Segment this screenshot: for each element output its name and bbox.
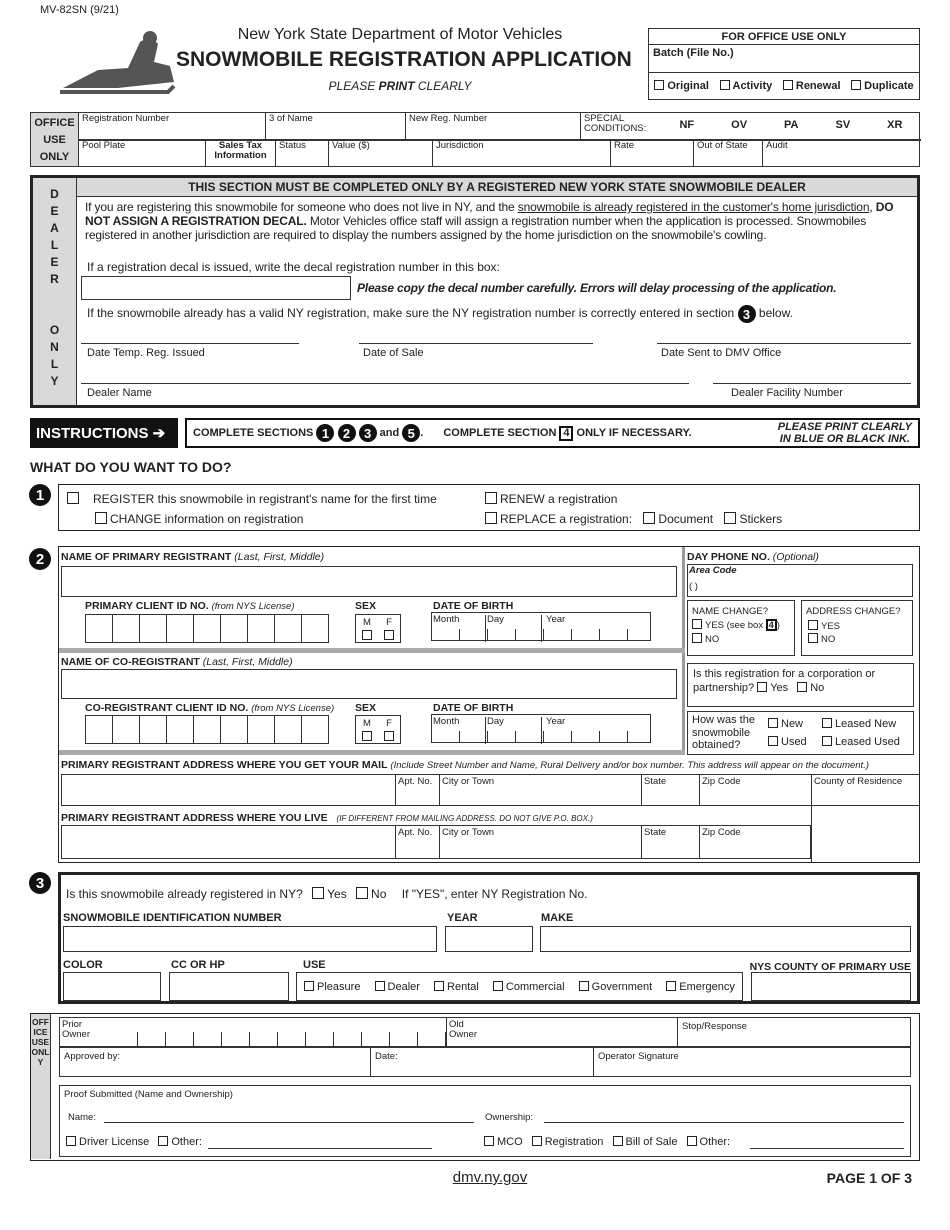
color-label: COLOR — [63, 959, 103, 971]
dealer-side-label — [33, 178, 77, 405]
registered-yes[interactable]: Yes — [312, 887, 347, 901]
day-phone-label: DAY PHONE NO. — [687, 551, 770, 563]
dealer-side-bottom: ONLY — [49, 323, 60, 388]
use-dealer[interactable]: Dealer — [375, 981, 420, 993]
decal-warning: Please copy the decal number carefully. Errors will delay processing of the application. — [357, 281, 837, 295]
office-use-table — [30, 112, 920, 167]
section-3 — [58, 872, 920, 1004]
website-link[interactable]: dmv.ny.gov — [452, 1169, 528, 1186]
date-sent-field[interactable]: Date Sent to DMV Office — [661, 347, 782, 359]
proof-name-label: Name: — [68, 1112, 96, 1123]
approved-by-field[interactable]: Approved by: — [59, 1047, 371, 1077]
form-title: SNOWMOBILE REGISTRATION APPLICATION — [176, 48, 632, 71]
use-pleasure[interactable]: Pleasure — [304, 981, 360, 993]
replace-option[interactable]: REPLACE a registration: Document Stickers — [485, 512, 782, 526]
proof-name-input[interactable] — [104, 1122, 474, 1123]
live-street-input[interactable] — [62, 826, 396, 858]
primary-sex-options — [355, 614, 401, 643]
county-primary-use-label: NYS COUNTY OF PRIMARY USE — [749, 961, 911, 973]
name-change-yes[interactable]: YES (see box 4 ) — [692, 619, 790, 633]
live-address-heading: PRIMARY REGISTRANT ADDRESS WHERE YOU LIVE (IF DIFFERENT FROM MAILING ADDRESS. DO NOT GIVE P.O. BOX.) — [61, 812, 593, 824]
office-options — [649, 73, 919, 92]
dealer-section — [30, 175, 920, 408]
dealer-side-top: DEALER — [50, 187, 59, 286]
status-field[interactable]: Status — [276, 140, 329, 166]
year-label: YEAR — [447, 912, 478, 924]
primary-name-heading: NAME OF PRIMARY REGISTRANT (Last, First, Middle) — [61, 551, 325, 563]
obtained-leased-used[interactable]: Leased Used — [822, 736, 900, 748]
dealer-name-field[interactable]: Dealer Name — [87, 387, 152, 399]
primary-client-id-input[interactable] — [85, 614, 329, 643]
office-use-side-label: OFFICE USE ONLY — [31, 113, 79, 166]
co-sex-options — [355, 715, 401, 744]
co-name-heading: NAME OF CO-REGISTRANT (Last, First, Middle) — [61, 656, 293, 668]
proof-label: Proof Submitted (Name and Ownership) — [64, 1089, 233, 1100]
county-primary-use-input[interactable] — [751, 972, 911, 1001]
section-1-badge: 1 — [29, 484, 51, 506]
date-of-sale-field[interactable]: Date of Sale — [363, 347, 424, 359]
print-suffix: CLEARLY — [414, 79, 472, 93]
batch-field[interactable] — [649, 45, 919, 73]
proof-registration[interactable]: Registration — [532, 1136, 604, 1148]
corp-yes[interactable]: Yes — [757, 682, 788, 694]
obtained-used[interactable]: Used — [768, 736, 807, 748]
mail-address-label: PRIMARY REGISTRANT ADDRESS WHERE YOU GET YOUR MAIL — [61, 759, 388, 771]
use-emergency[interactable]: Emergency — [666, 981, 735, 993]
section-2-badge: 2 — [29, 548, 51, 570]
address-change-box: ADDRESS CHANGE? YES NO — [801, 600, 913, 656]
co-id-heading: CO-REGISTRANT CLIENT ID NO. (from NYS License) — [85, 702, 335, 714]
rate-field[interactable]: Rate — [611, 140, 694, 166]
decal-prompt: If a registration decal is issued, write the decal registration number in this box: — [87, 260, 500, 274]
live-apt-input[interactable]: Apt. No. — [396, 826, 440, 858]
instructions-box: COMPLETE SECTIONS 1 2 3 and 5 . COMPLETE SECTION 4 ONLY IF NECESSARY. PLEASE PRINT CLEARLY IN BLUE OR BLACK INK. — [185, 418, 920, 448]
audit-field[interactable]: Audit — [766, 140, 788, 151]
co-sex-label: SEX — [355, 702, 377, 714]
code-nf[interactable]: NF — [679, 119, 695, 131]
corporation-box: Is this registration for a corporation or partnership? Yes No — [687, 663, 914, 707]
primary-name-input[interactable] — [61, 566, 677, 597]
what-to-do-heading: WHAT DO YOU WANT TO DO? — [30, 459, 232, 475]
proof-bill-of-sale[interactable]: Bill of Sale — [613, 1136, 678, 1148]
proof-submitted-box — [59, 1085, 911, 1157]
day-phone-input[interactable]: Area Code ( ) — [687, 564, 913, 597]
proof-other-2[interactable]: Other: — [687, 1136, 731, 1148]
use-government[interactable]: Government — [579, 981, 653, 993]
code-xr[interactable]: XR — [887, 119, 903, 131]
co-id-label: CO-REGISTRANT CLIENT ID NO. — [85, 702, 249, 714]
registered-no[interactable]: No — [356, 887, 386, 901]
pool-plate-field[interactable]: Pool Plate — [79, 140, 206, 166]
ownership-label: Ownership: — [485, 1112, 534, 1123]
make-label: MAKE — [541, 912, 574, 924]
renew-option[interactable]: RENEW a registration — [485, 492, 617, 506]
code-ov[interactable]: OV — [731, 119, 748, 131]
mail-address-row — [61, 774, 919, 806]
name-change-no[interactable]: NO — [692, 633, 790, 647]
obtained-new[interactable]: New — [768, 718, 803, 730]
obtained-leased-new[interactable]: Leased New — [822, 718, 896, 730]
co-dob-label: DATE OF BIRTH — [433, 702, 514, 714]
color-input[interactable] — [63, 972, 161, 1001]
new-reg-number-field[interactable]: New Reg. Number — [406, 113, 581, 139]
office-use-side-label: OFFICE USE ONLY — [31, 1014, 51, 1159]
live-address-label: PRIMARY REGISTRANT ADDRESS WHERE YOU LIVE — [61, 812, 328, 824]
page-number: PAGE 1 OF 3 — [826, 1170, 912, 1186]
dealer-instructions: If you are registering this snowmobile for someone who does not live in NY, and the snowmobile is already registered in the customer's home jurisdiction, DO NOT ASSIGN A REGISTRATION DECAL. Motor Vehicles office staff will assign a registration number when the application is processed. Snowmobiles registered in another jurisdiction are required to display the numbers assigned by the home jurisdiction on the snowmobile's cowling. — [85, 200, 894, 242]
section-1 — [58, 484, 920, 531]
code-pa[interactable]: PA — [784, 119, 799, 131]
mail-state-input[interactable]: State — [642, 775, 700, 806]
out-of-state-field[interactable]: Out of State — [694, 140, 763, 166]
use-commercial[interactable]: Commercial — [493, 981, 565, 993]
form-id: MV-82SN (9/21) — [40, 4, 119, 16]
mail-street-input[interactable] — [62, 775, 396, 806]
make-input[interactable] — [540, 926, 911, 952]
sin-label: SNOWMOBILE IDENTIFICATION NUMBER — [63, 912, 282, 924]
register-option[interactable]: REGISTER this snowmobile in registrant's name for the first time — [67, 492, 437, 506]
instructions-label: INSTRUCTIONS ➔ — [30, 418, 178, 448]
corp-no[interactable]: No — [797, 682, 824, 694]
stickers-option[interactable]: Stickers — [724, 512, 782, 526]
sex-label: SEX — [355, 600, 377, 612]
special-condition-codes — [661, 119, 921, 131]
print-bold: PRINT — [378, 79, 415, 93]
document-option[interactable]: Document — [643, 512, 713, 526]
dob-label: DATE OF BIRTH — [433, 600, 514, 612]
option-duplicate[interactable]: Duplicate — [851, 80, 914, 92]
prior-owner-field[interactable]: Prior Owner — [59, 1017, 447, 1047]
sales-tax-label: Sales Tax Information — [206, 140, 276, 166]
live-city-input[interactable]: City or Town — [440, 826, 642, 858]
use-rental[interactable]: Rental — [434, 981, 479, 993]
option-renewal[interactable]: Renewal — [783, 80, 841, 92]
proof-driver-license[interactable]: Driver License — [66, 1136, 149, 1148]
dealer-facility-number-field[interactable]: Dealer Facility Number — [731, 387, 843, 399]
three-of-name-field[interactable]: 3 of Name — [266, 113, 406, 139]
primary-id-label: PRIMARY CLIENT ID NO. — [85, 600, 209, 612]
office-box-title: FOR OFFICE USE ONLY — [649, 29, 919, 45]
co-client-id-input[interactable] — [85, 715, 329, 744]
mail-address-heading: PRIMARY REGISTRANT ADDRESS WHERE YOU GET YOUR MAIL (Include Street Number and Name, Rural Delivery and/or box number. This address will appear on the document.) — [61, 759, 869, 771]
decal-number-input[interactable] — [81, 276, 351, 300]
operator-signature-field[interactable]: Operator Signature — [593, 1047, 911, 1077]
name-change-box: NAME CHANGE? YES (see box 4 ) NO — [687, 600, 795, 656]
primary-id-heading: PRIMARY CLIENT ID NO. (from NYS License) — [85, 600, 295, 612]
snowmobile-logo-icon — [58, 30, 178, 98]
live-address-row — [61, 825, 811, 859]
mail-apt-input[interactable]: Apt. No. — [396, 775, 440, 806]
date-temp-reg-field[interactable]: Date Temp. Reg. Issued — [87, 347, 205, 359]
option-activity[interactable]: Activity — [720, 80, 773, 92]
cc-label: CC OR HP — [171, 959, 225, 971]
sin-input[interactable] — [63, 926, 437, 952]
use-label: USE — [303, 959, 326, 971]
agency-name: New York State Department of Motor Vehicles — [237, 26, 563, 43]
registered-in-ny-question: Is this snowmobile already registered in NY? Yes No If "YES", enter NY Registration No. — [66, 887, 588, 901]
office-use-box — [648, 28, 920, 100]
value-field[interactable]: Value ($) — [329, 140, 433, 166]
jurisdiction-field[interactable]: Jurisdiction — [433, 140, 611, 166]
address-change-no[interactable]: NO — [808, 633, 910, 646]
live-state-input[interactable]: State — [642, 826, 700, 858]
option-original[interactable]: Original — [654, 80, 709, 92]
print-prefix: PLEASE — [328, 79, 379, 93]
special-conditions-label: SPECIAL CONDITIONS: — [584, 113, 647, 134]
stop-response-field[interactable]: Stop/Response — [677, 1017, 911, 1047]
co-registrant-name-input[interactable] — [61, 669, 677, 699]
batch-label: Batch (File No.) — [653, 47, 734, 59]
mail-city-input[interactable]: City or Town — [440, 775, 642, 806]
sex-f[interactable]: F — [384, 618, 394, 642]
mail-zip-input[interactable]: Zip Code — [702, 776, 741, 787]
county-of-residence-input[interactable]: County of Residence — [811, 774, 919, 862]
proof-mco[interactable]: MCO — [484, 1136, 523, 1148]
sex-m[interactable]: M — [362, 618, 372, 642]
live-zip-input[interactable]: Zip Code — [702, 827, 741, 838]
dealer-heading: THIS SECTION MUST BE COMPLETED ONLY BY A REGISTERED NEW YORK STATE SNOWMOBILE DEALER — [77, 178, 917, 197]
print-clearly-note — [250, 79, 550, 93]
co-sex-m[interactable]: M — [362, 719, 372, 743]
section-3-badge: 3 — [29, 872, 51, 894]
primary-dob-input[interactable]: Month Day Year — [431, 612, 651, 641]
proof-right-options — [484, 1136, 730, 1148]
change-option[interactable]: CHANGE information on registration — [95, 512, 303, 526]
valid-ny-note: If the snowmobile already has a valid NY registration, make sure the NY registration number is correctly entered in section 3 below. — [87, 306, 793, 322]
year-input[interactable] — [445, 926, 533, 952]
ownership-input[interactable] — [544, 1122, 904, 1123]
co-dob-input[interactable]: Month Day Year — [431, 714, 651, 743]
registration-number-field[interactable]: Registration Number — [79, 113, 266, 139]
co-sex-f[interactable]: F — [384, 719, 394, 743]
how-obtained-box — [687, 711, 914, 755]
office-use-bottom — [30, 1013, 920, 1161]
cc-input[interactable] — [169, 972, 289, 1001]
co-name-label: NAME OF CO-REGISTRANT — [61, 656, 200, 668]
address-change-yes[interactable]: YES — [808, 620, 910, 633]
old-owner-field[interactable]: Old Owner — [446, 1017, 678, 1047]
proof-left-options — [66, 1136, 202, 1148]
code-sv[interactable]: SV — [835, 119, 851, 131]
day-phone-heading: DAY PHONE NO. (Optional) — [687, 551, 819, 563]
how-obtained-label: How was the snowmobile obtained? — [692, 714, 755, 751]
primary-name-label: NAME OF PRIMARY REGISTRANT — [61, 551, 232, 563]
proof-other[interactable]: Other: — [158, 1136, 202, 1148]
use-options — [296, 972, 743, 1001]
section-2 — [58, 546, 920, 863]
date-field[interactable]: Date: — [370, 1047, 594, 1077]
